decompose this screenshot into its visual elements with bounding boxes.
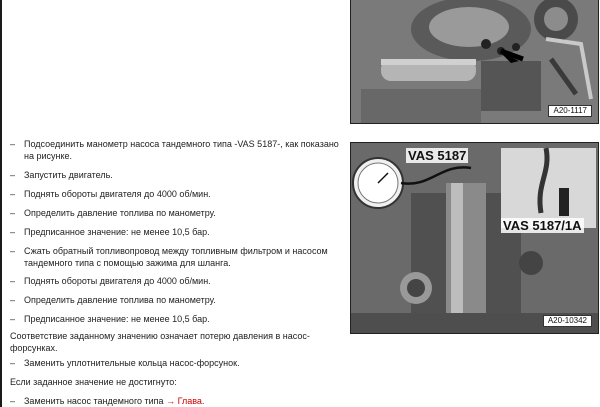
- step-text: Поднять обороты двигателя до 4000 об/мин.: [24, 189, 211, 199]
- step-text: Поднять обороты двигателя до 4000 об/мин.: [24, 276, 211, 286]
- dash-marker: –: [10, 208, 16, 218]
- note-pressure-loss: Соответствие заданному значению означает потерю давления в насос-форсунках.: [10, 331, 310, 353]
- chapter-link[interactable]: → Глава: [166, 396, 202, 406]
- dash-marker: –: [10, 396, 16, 406]
- figure-bottom-label: A20-10342: [543, 315, 592, 327]
- dash-marker: –: [10, 314, 16, 324]
- dash-marker: –: [10, 139, 16, 149]
- callout-vas-5187: VAS 5187: [408, 148, 467, 163]
- step-text: Сжать обратный топливопровод между топливным фильтром и насосом тандемного типа с помощью зажима для шланга.: [24, 246, 328, 268]
- dash-marker: –: [10, 276, 16, 286]
- step-text: Предписанное значение: не менее 10,5 бар.: [24, 314, 210, 324]
- figure-top-label: A20-1117: [548, 105, 592, 117]
- figure-bottom-gauge-photo: [350, 142, 599, 334]
- dash-marker: –: [10, 170, 16, 180]
- step-text: Предписанное значение: не менее 10,5 бар.: [24, 227, 210, 237]
- step-replace-seals: Заменить уплотнительные кольца насос-форсунок.: [24, 358, 240, 368]
- page-left-border: [0, 0, 2, 407]
- step-replace-pump-text: Заменить насос тандемного типа: [24, 396, 164, 406]
- step-text: Подсоединить манометр насоса тандемного типа -VAS 5187-, как показано на рисунке.: [24, 139, 339, 161]
- dash-marker: –: [10, 227, 16, 237]
- step-text: Определить давление топлива по манометру.: [24, 208, 216, 218]
- figure-top-engine-photo: [350, 0, 599, 124]
- dash-marker: –: [10, 295, 16, 305]
- note-not-reached: Если заданное значение не достигнуто:: [10, 377, 177, 387]
- callout-vas-5187-1a: VAS 5187/1A: [503, 218, 582, 233]
- gauge-setup-illustration: [351, 143, 598, 333]
- period: .: [201, 396, 205, 406]
- dash-marker: –: [10, 358, 16, 368]
- step-replace-pump: [24, 395, 340, 407]
- dash-marker: –: [10, 189, 16, 199]
- step-text: Запустить двигатель.: [24, 170, 113, 180]
- dash-marker: –: [10, 246, 16, 256]
- step-text: Определить давление топлива по манометру.: [24, 295, 216, 305]
